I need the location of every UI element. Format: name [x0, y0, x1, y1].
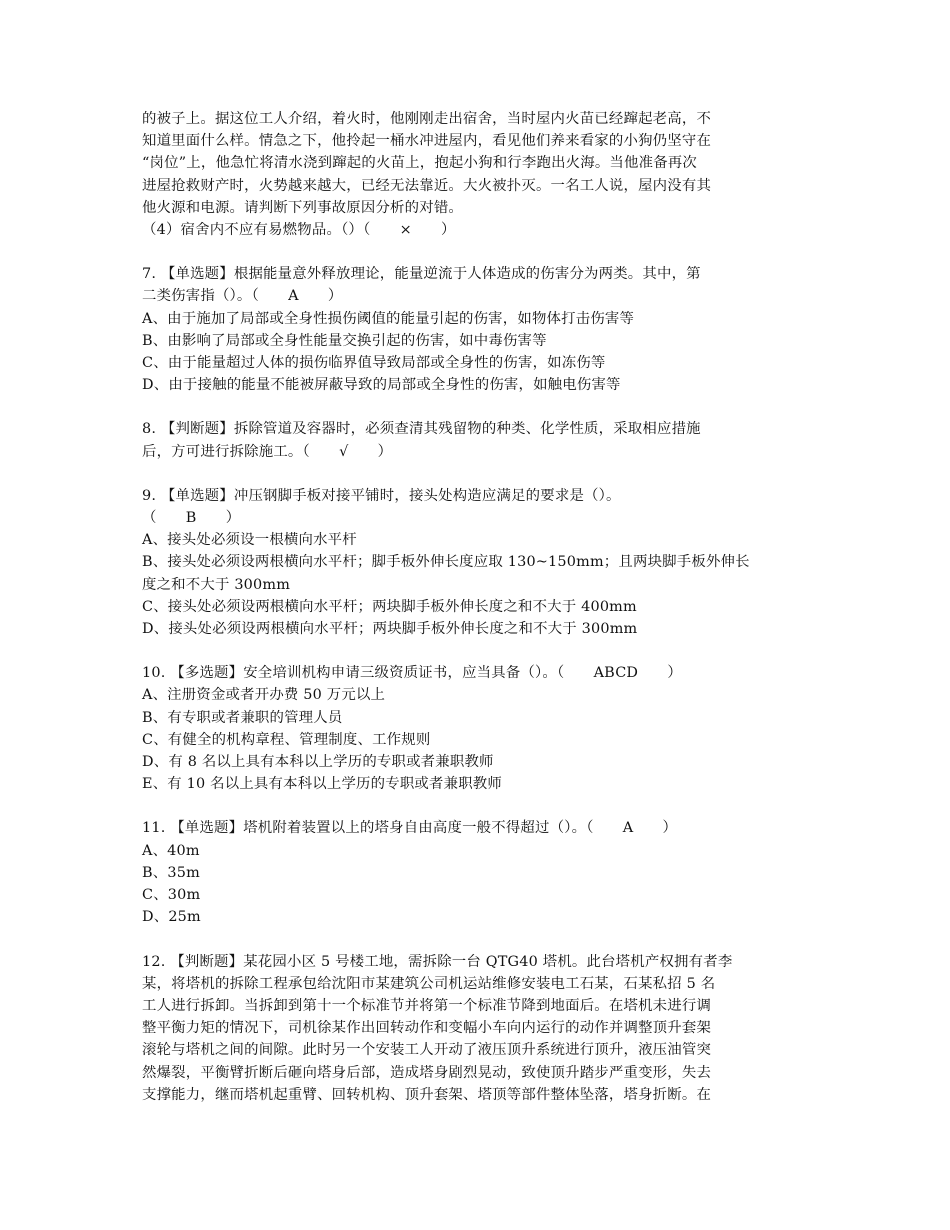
question-9: [142, 485, 812, 640]
option-a: A、接头处必须设一根横向水平杆: [142, 532, 357, 549]
question-stem: 整平衡力矩的情况下，司机徐某作出回转动作和变幅小车向内运行的动作并调整顶升套架: [142, 1020, 712, 1037]
question-stem: 滚轮与塔机之间的间隙。此时另一个安装工人开动了液压顶升系统进行顶升，液压油管突: [142, 1042, 712, 1059]
question-stem: 后，方可进行拆除施工。（ √ ）: [142, 443, 393, 460]
sub-question-line: （4）宿舍内不应有易燃物品。（）（ × ）: [142, 222, 456, 239]
text-line: 进屋抢救财产时，火势越来越大，已经无法靠近。大火被扑灭。一名工人说，屋内没有其: [142, 177, 712, 194]
intro-paragraph: [142, 108, 812, 241]
question-stem: 11. 【单选题】塔机附着装置以上的塔身自由高度一般不得超过（）。（ A ）: [142, 820, 678, 837]
option-b: B、由影响了局部或全身性能量交换引起的伤害，如中毒伤害等: [142, 332, 547, 349]
question-stem: 7. 【单选题】根据能量意外释放理论，能量逆流于人体造成的伤害分为两类。其中，第: [142, 266, 701, 283]
question-12: [142, 951, 812, 1106]
text-line: 知道里面什么样。情急之下，他拎起一桶水冲进屋内，看见他们养来看家的小狗仍坚守在: [142, 133, 712, 150]
option-a: A、40m: [142, 842, 200, 859]
question-stem: 9. 【单选题】冲压钢脚手板对接平铺时，接头处构造应满足的要求是（）。: [142, 487, 621, 504]
question-stem: 二类伤害指（）。（ A ）: [142, 288, 343, 305]
question-stem: 10. 【多选题】安全培训机构申请三级资质证书，应当具备（）。（ ABCD ）: [142, 665, 682, 682]
question-8: [142, 418, 812, 462]
question-stem: 工人进行拆卸。当拆卸到第十一个标准节并将第一个标准节降到地面后。在塔机未进行调: [142, 997, 712, 1014]
option-d: D、25m: [142, 909, 201, 926]
question-stem: 12. 【判断题】某花园小区 5 号楼工地，需拆除一台 QTG40 塔机。此台塔机产权拥有者李: [142, 953, 733, 970]
text-line: 他火源和电源。请判断下列事故原因分析的对错。: [142, 199, 463, 216]
option-a: A、注册资金或者开办费 50 万元以上: [142, 687, 386, 704]
question-stem: 8. 【判断题】拆除管道及容器时，必须查清其残留物的种类、化学性质，采取相应措施: [142, 421, 701, 438]
option-b-continued: 度之和不大于 300mm: [142, 576, 291, 593]
text-line: “岗位”上，他急忙将清水浇到蹿起的火苗上，抱起小狗和行李跑出火海。当他准备再次: [142, 155, 697, 172]
question-stem: 然爆裂，平衡臂折断后砸向塔身后部，造成塔身剧烈晃动，致使顶升踏步严重变形，失去: [142, 1064, 712, 1081]
option-d: D、接头处必须设两根横向水平杆；两块脚手板外伸长度之和不大于 300mm: [142, 621, 638, 638]
question-stem: 支撑能力，继而塔机起重臂、回转机构、顶升套架、塔顶等部件整体坠落，塔身折断。在: [142, 1086, 712, 1103]
option-c: C、有健全的机构章程、管理制度、工作规则: [142, 731, 431, 748]
answer-line: （ B ）: [142, 510, 241, 527]
option-c: C、由于能量超过人体的损伤临界值导致局部或全身性的伤害，如冻伤等: [142, 355, 606, 372]
option-d: D、有 8 名以上具有本科以上学历的专职或者兼职教师: [142, 754, 494, 771]
question-10: [142, 662, 812, 795]
option-d: D、由于接触的能量不能被屏蔽导致的局部或全身性的伤害，如触电伤害等: [142, 377, 621, 394]
question-stem: 某，将塔机的拆除工程承包给沈阳市某建筑公司机运站维修安装电工石某，石某私招 5 名: [142, 975, 716, 992]
option-c: C、30m: [142, 887, 201, 904]
text-line: 的被子上。据这位工人介绍，着火时，他刚刚走出宿舍，当时屋内火苗已经蹿起老高，不: [142, 111, 712, 127]
option-c: C、接头处必须设两根横向水平杆；两块脚手板外伸长度之和不大于 400mm: [142, 598, 637, 615]
option-a: A、由于施加了局部或全身性损伤阈值的能量引起的伤害，如物体打击伤害等: [142, 310, 635, 327]
option-b: B、有专职或者兼职的管理人员: [142, 709, 343, 726]
option-b: B、35m: [142, 864, 200, 881]
question-11: [142, 817, 812, 928]
option-b: B、接头处必须设两根横向水平杆；脚手板外伸长度应取 130~150mm；且两块脚手板外伸长: [142, 554, 750, 571]
option-e: E、有 10 名以上具有本科以上学历的专职或者兼职教师: [142, 776, 502, 793]
question-7: [142, 263, 812, 396]
